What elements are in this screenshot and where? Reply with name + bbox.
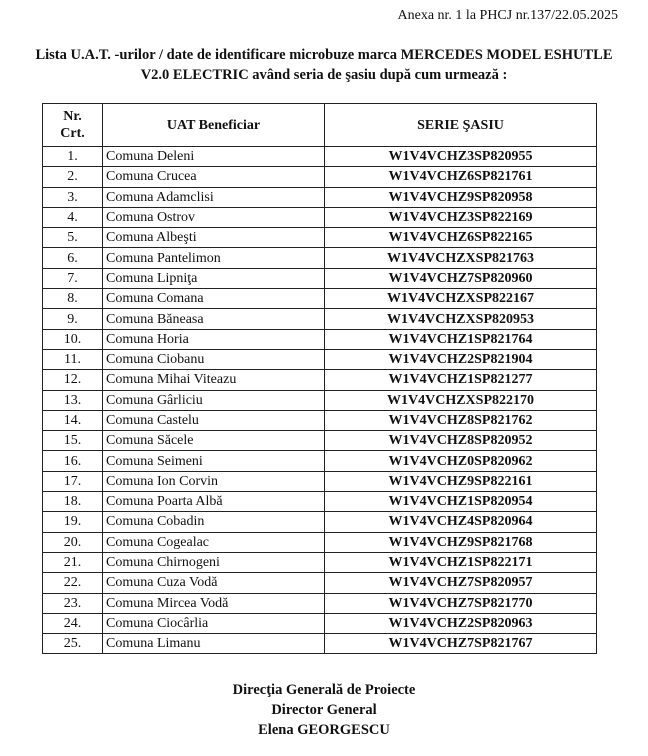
table-row — [43, 390, 597, 410]
row-serie-sasiu: W1V4VCHZXSP820953 — [325, 309, 597, 329]
row-uat: Comuna Albeşti — [103, 228, 325, 248]
row-number: 7. — [43, 268, 103, 288]
row-uat: Comuna Săcele — [103, 431, 325, 451]
row-serie-sasiu: W1V4VCHZ8SP821762 — [325, 410, 597, 430]
row-number: 4. — [43, 207, 103, 227]
table-row — [43, 289, 597, 309]
table-row — [43, 512, 597, 532]
row-number: 24. — [43, 613, 103, 633]
row-serie-sasiu: W1V4VCHZXSP822170 — [325, 390, 597, 410]
row-serie-sasiu: W1V4VCHZ4SP820964 — [325, 512, 597, 532]
row-number: 10. — [43, 329, 103, 349]
row-serie-sasiu: W1V4VCHZ9SP820958 — [325, 187, 597, 207]
row-uat: Comuna Cuza Vodă — [103, 573, 325, 593]
table-row — [43, 147, 597, 167]
row-uat: Comuna Gârliciu — [103, 390, 325, 410]
header-crt-label: Crt. — [60, 126, 85, 141]
document-title — [0, 45, 648, 85]
row-number: 5. — [43, 228, 103, 248]
row-serie-sasiu: W1V4VCHZ3SP822169 — [325, 207, 597, 227]
row-number: 16. — [43, 451, 103, 471]
row-number: 15. — [43, 431, 103, 451]
table-row — [43, 593, 597, 613]
header-serie-sasiu: SERIE ŞASIU — [325, 104, 597, 147]
row-uat: Comuna Băneasa — [103, 309, 325, 329]
table-row — [43, 451, 597, 471]
vehicle-list-table — [42, 103, 597, 654]
row-serie-sasiu: W1V4VCHZ8SP820952 — [325, 431, 597, 451]
signature-block — [0, 680, 648, 740]
row-uat: Comuna Seimeni — [103, 451, 325, 471]
table-header-row — [43, 104, 597, 147]
row-number: 2. — [43, 167, 103, 187]
row-serie-sasiu: W1V4VCHZ6SP821761 — [325, 167, 597, 187]
row-serie-sasiu: W1V4VCHZ6SP822165 — [325, 228, 597, 248]
row-uat: Comuna Mihai Viteazu — [103, 370, 325, 390]
row-number: 13. — [43, 390, 103, 410]
header-nr-crt — [43, 104, 103, 147]
row-uat: Comuna Castelu — [103, 410, 325, 430]
header-uat-beneficiar: UAT Beneficiar — [103, 104, 325, 147]
table-row — [43, 329, 597, 349]
row-serie-sasiu: W1V4VCHZ7SP820960 — [325, 268, 597, 288]
table-row — [43, 370, 597, 390]
row-serie-sasiu: W1V4VCHZ7SP821770 — [325, 593, 597, 613]
row-serie-sasiu: W1V4VCHZ0SP820962 — [325, 451, 597, 471]
row-serie-sasiu: W1V4VCHZ7SP820957 — [325, 573, 597, 593]
row-number: 12. — [43, 370, 103, 390]
table-row — [43, 573, 597, 593]
row-serie-sasiu: W1V4VCHZ3SP820955 — [325, 147, 597, 167]
row-number: 3. — [43, 187, 103, 207]
row-serie-sasiu: W1V4VCHZXSP822167 — [325, 289, 597, 309]
table-row — [43, 410, 597, 430]
row-number: 23. — [43, 593, 103, 613]
row-serie-sasiu: W1V4VCHZ2SP820963 — [325, 613, 597, 633]
table-row — [43, 187, 597, 207]
row-uat: Comuna Ion Corvin — [103, 471, 325, 491]
table-row — [43, 228, 597, 248]
row-serie-sasiu: W1V4VCHZ1SP821277 — [325, 370, 597, 390]
row-serie-sasiu: W1V4VCHZ7SP821767 — [325, 634, 597, 654]
row-serie-sasiu: W1V4VCHZXSP821763 — [325, 248, 597, 268]
table-row — [43, 207, 597, 227]
table-row — [43, 634, 597, 654]
title-line-2: V2.0 ELECTRIC având seria de şasiu după cum urmează : — [140, 67, 508, 83]
table-body — [43, 147, 597, 654]
table-row — [43, 349, 597, 369]
row-uat: Comuna Ciobanu — [103, 349, 325, 369]
row-uat: Comuna Cogealac — [103, 532, 325, 552]
row-serie-sasiu: W1V4VCHZ2SP821904 — [325, 349, 597, 369]
row-uat: Comuna Limanu — [103, 634, 325, 654]
row-uat: Comuna Horia — [103, 329, 325, 349]
row-number: 11. — [43, 349, 103, 369]
row-serie-sasiu: W1V4VCHZ9SP821768 — [325, 532, 597, 552]
table-row — [43, 309, 597, 329]
row-uat: Comuna Crucea — [103, 167, 325, 187]
row-uat: Comuna Poarta Albă — [103, 492, 325, 512]
table-row — [43, 248, 597, 268]
signature-department: Direcţia Generală de Proiecte — [232, 682, 416, 698]
row-serie-sasiu: W1V4VCHZ1SP822171 — [325, 552, 597, 572]
table-row — [43, 431, 597, 451]
row-number: 1. — [43, 147, 103, 167]
table-row — [43, 167, 597, 187]
row-uat: Comuna Ostrov — [103, 207, 325, 227]
row-uat: Comuna Deleni — [103, 147, 325, 167]
row-uat: Comuna Pantelimon — [103, 248, 325, 268]
row-number: 8. — [43, 289, 103, 309]
row-number: 20. — [43, 532, 103, 552]
row-uat: Comuna Chirnogeni — [103, 552, 325, 572]
table-row — [43, 613, 597, 633]
row-number: 21. — [43, 552, 103, 572]
row-number: 9. — [43, 309, 103, 329]
table-row — [43, 471, 597, 491]
signature-role: Director General — [271, 702, 377, 718]
row-serie-sasiu: W1V4VCHZ1SP821764 — [325, 329, 597, 349]
title-line-1: Lista U.A.T. -urilor / date de identificare microbuze marca MERCEDES MODEL ESHUTLE — [35, 47, 613, 63]
row-uat: Comuna Ciocârlia — [103, 613, 325, 633]
row-number: 25. — [43, 634, 103, 654]
row-number: 22. — [43, 573, 103, 593]
header-nr-label: Nr. — [63, 109, 82, 124]
row-number: 6. — [43, 248, 103, 268]
row-uat: Comuna Mircea Vodă — [103, 593, 325, 613]
row-uat: Comuna Comana — [103, 289, 325, 309]
row-serie-sasiu: W1V4VCHZ9SP822161 — [325, 471, 597, 491]
signature-name: Elena GEORGESCU — [258, 722, 390, 738]
row-uat: Comuna Adamclisi — [103, 187, 325, 207]
row-number: 17. — [43, 471, 103, 491]
table-row — [43, 268, 597, 288]
row-serie-sasiu: W1V4VCHZ1SP820954 — [325, 492, 597, 512]
table-row — [43, 492, 597, 512]
annex-reference: Anexa nr. 1 la PHCJ nr.137/22.05.2025 — [397, 8, 618, 23]
row-uat: Comuna Lipniţa — [103, 268, 325, 288]
row-number: 19. — [43, 512, 103, 532]
table-row — [43, 552, 597, 572]
row-uat: Comuna Cobadin — [103, 512, 325, 532]
table-row — [43, 532, 597, 552]
row-number: 14. — [43, 410, 103, 430]
row-number: 18. — [43, 492, 103, 512]
